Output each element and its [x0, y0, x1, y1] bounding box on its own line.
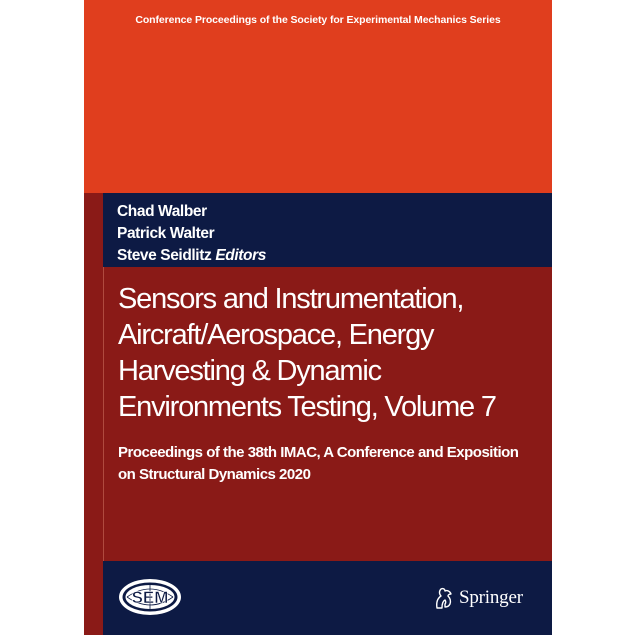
sem-logo-text: SEM [131, 588, 169, 607]
editors-band [103, 193, 552, 267]
springer-logo [433, 585, 523, 611]
sem-logo-icon [117, 577, 183, 617]
editors-role: Editors [215, 247, 266, 264]
left-stripe [84, 193, 103, 635]
publisher-band [103, 561, 552, 635]
book-cover [84, 0, 552, 635]
book-title: Sensors and Instrumentation, Aircraft/Aerospace, Energy Harvesting & Dynamic Environments Testing, Volume 7 [118, 283, 496, 423]
series-band [84, 0, 552, 193]
book-subtitle: Proceedings of the 38th IMAC, A Conference and Exposition on Structural Dynamics 2020 [118, 444, 519, 483]
springer-logo-text: Springer [459, 587, 523, 608]
editor-name: Steve Seidlitz [117, 247, 212, 264]
series-title: Conference Proceedings of the Society for Experimental Mechanics Series [135, 14, 501, 26]
editors-list [117, 201, 266, 267]
springer-horse-icon [433, 586, 455, 610]
title-band [103, 267, 552, 561]
editor-name: Patrick Walter [117, 225, 215, 242]
editor-name: Chad Walber [117, 203, 207, 220]
